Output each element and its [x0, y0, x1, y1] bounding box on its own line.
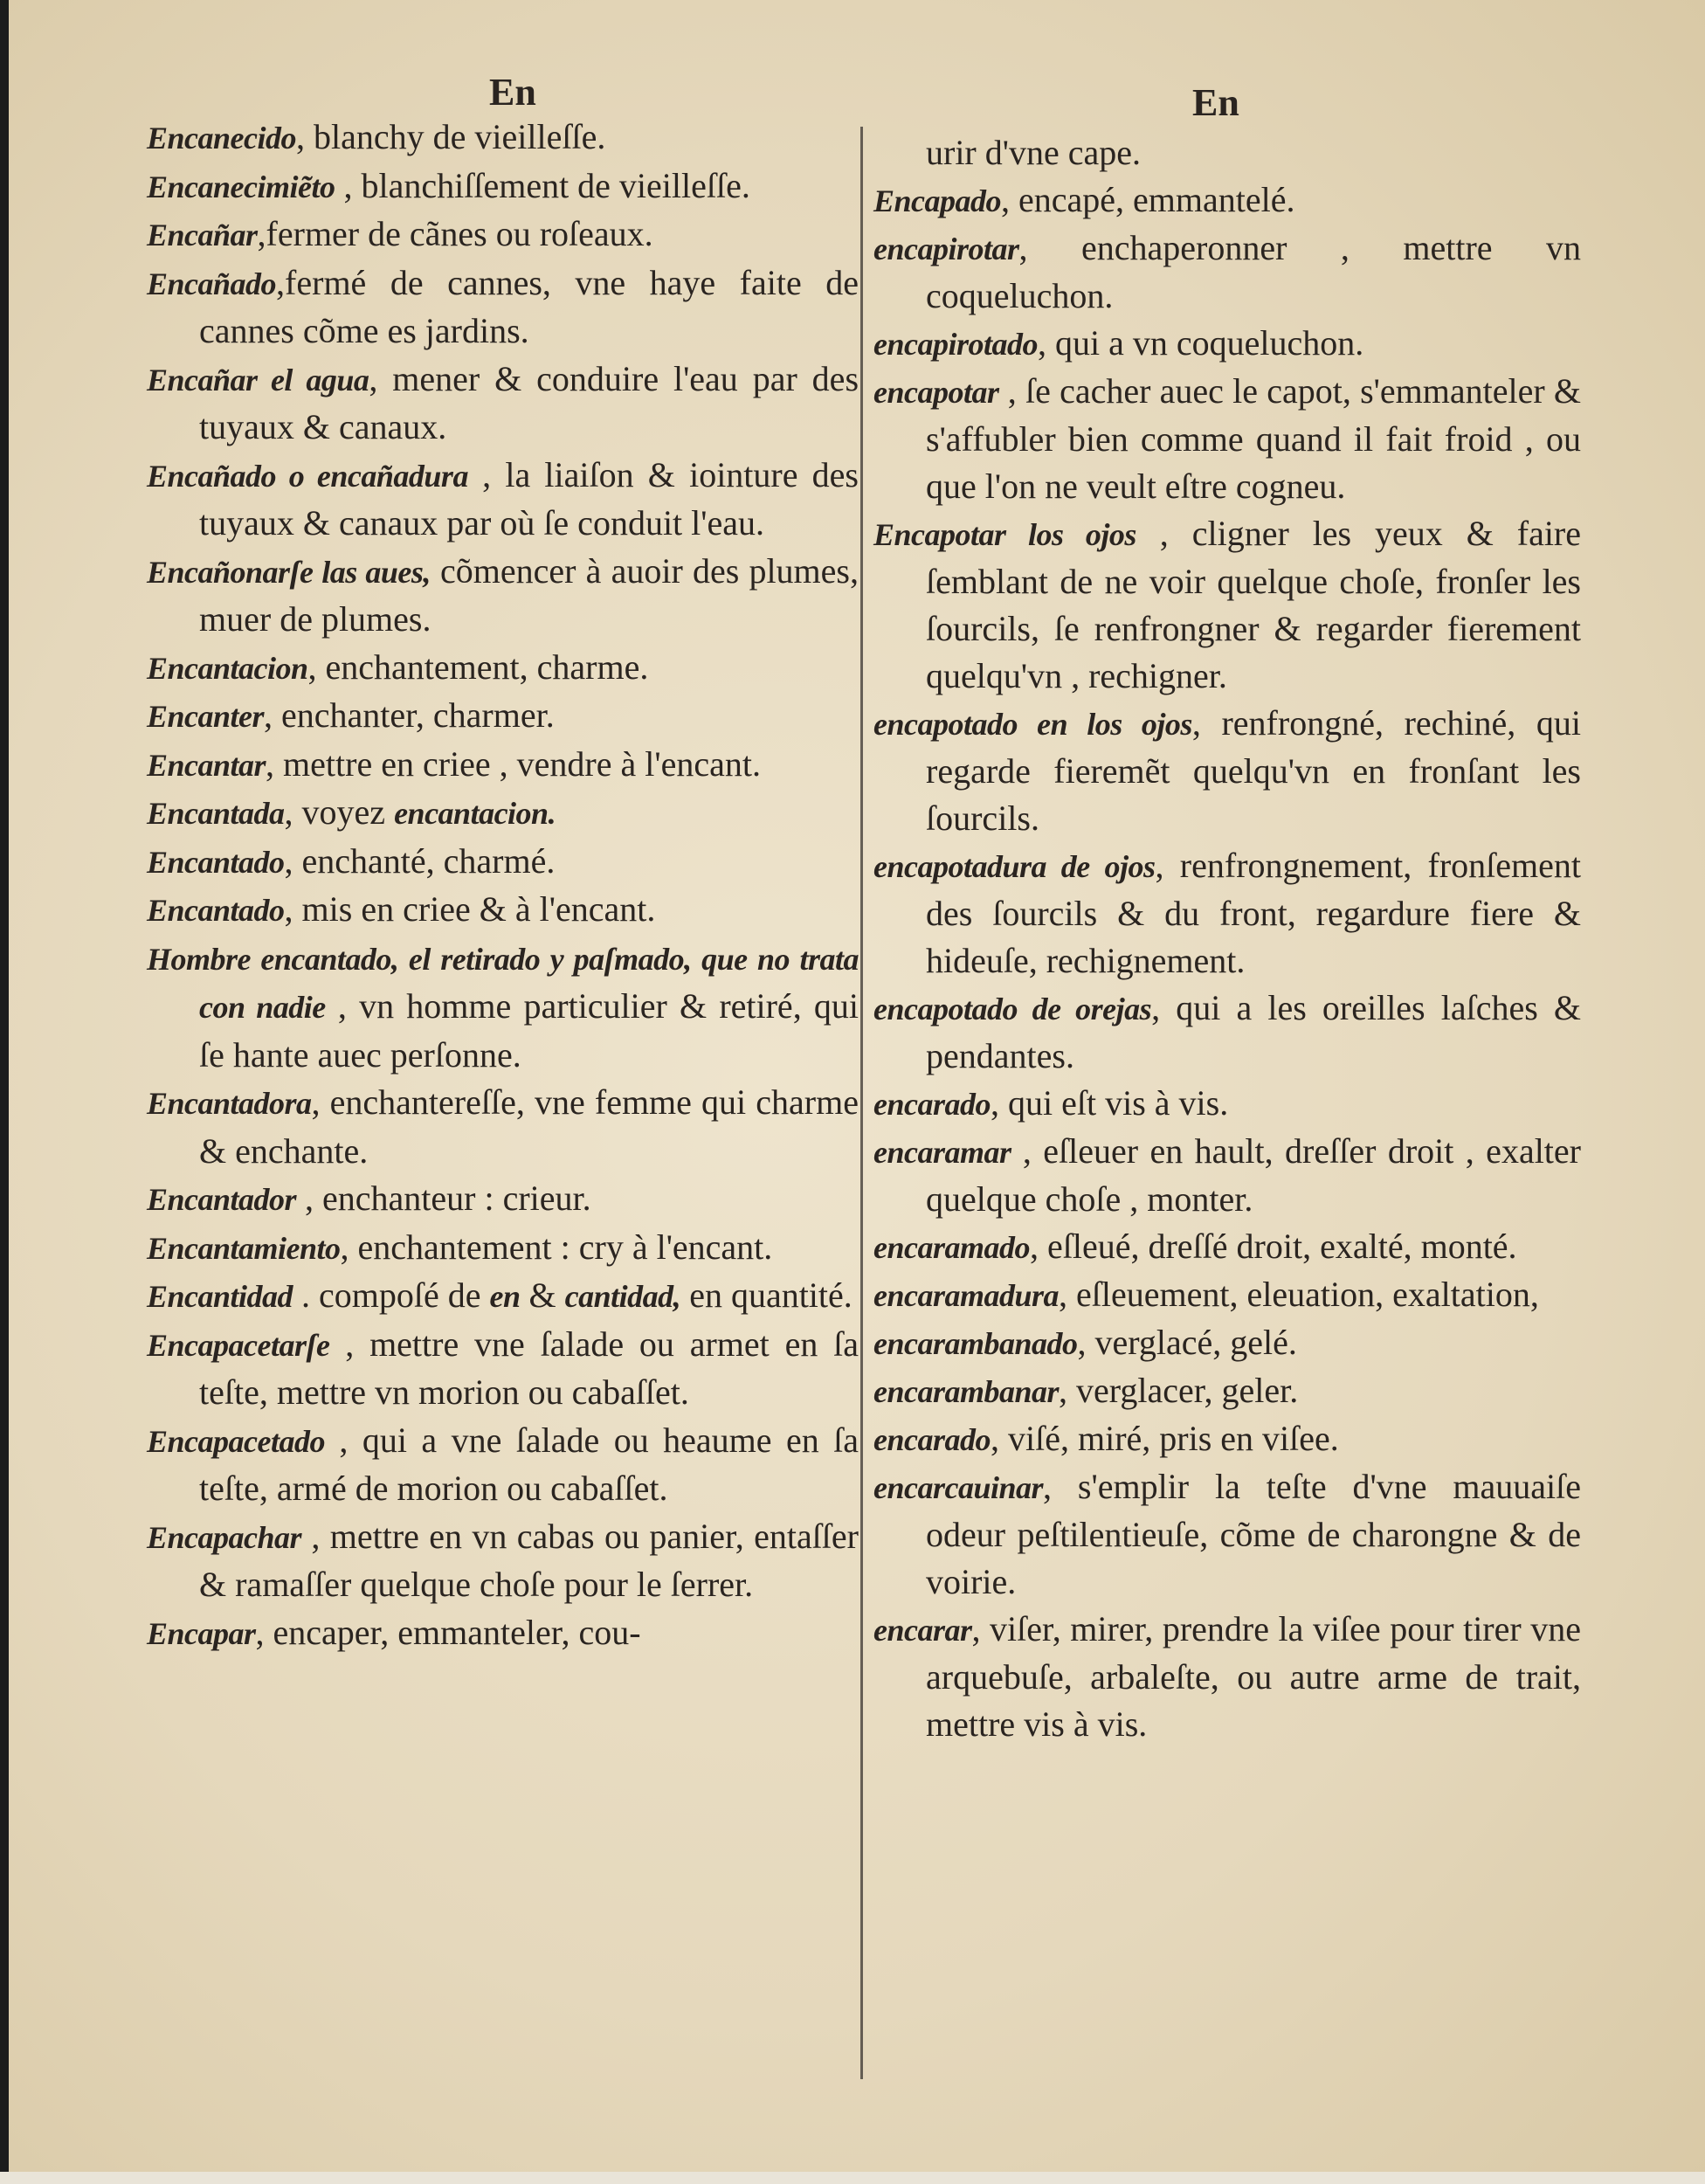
dictionary-entry [147, 452, 859, 548]
entry-definition: , enchantement : cry à l'encant. [340, 1227, 773, 1267]
entry-headword: encapotar [873, 375, 999, 410]
dictionary-entry [147, 1079, 859, 1175]
entry-definition: , qui a les oreilles laſches & pendantes. [926, 988, 1581, 1075]
entry-headword: Encantadora [147, 1086, 312, 1121]
entry-headword: encapirotado [873, 327, 1038, 362]
dictionary-entry [147, 935, 859, 1080]
entry-definition: , mener & conduire l'eau par des tuyaux & canaux. [199, 358, 859, 446]
entry-definition: , eſleuer en hault, dreſſer droit , exalter quelque choſe , monter. [926, 1131, 1581, 1219]
entry-definition: , renfrongné, rechiné, qui regarde fieremẽt quelqu'vn en fronſant les ſourcils. [926, 703, 1581, 838]
dictionary-entry [147, 1609, 859, 1658]
entry-headword: encarambanar [873, 1374, 1060, 1409]
entry-definition: , enchantement, charme. [307, 646, 649, 687]
dictionary-entry [873, 985, 1581, 1080]
entry-definition: , qui a vne ſalade ou heaume en ſa teſte, armé de morion ou cabaſſet. [199, 1420, 859, 1508]
entry-headword: encaramadura [873, 1278, 1060, 1313]
entry-headword: encarcauinar [873, 1470, 1044, 1505]
dictionary-entry [147, 692, 859, 741]
entry-definition: . compoſé de [293, 1275, 490, 1315]
entry-headword: Encanecido [147, 121, 296, 156]
entry-headword: Encantar [147, 747, 266, 783]
dictionary-entry [873, 700, 1581, 842]
dictionary-entry [873, 842, 1581, 985]
entry-headword: encapotado de orejas [873, 992, 1152, 1026]
dictionary-entry [147, 356, 859, 452]
dictionary-entry [873, 1128, 1581, 1223]
entry-headword: encantacion. [394, 796, 556, 831]
entry-definition: , enchanteur : crieur. [296, 1178, 591, 1218]
entry-headword: encapirotar [873, 232, 1019, 266]
entry-headword: Encapar [147, 1615, 256, 1651]
entry-definition: , mis en criee & à l'encant. [284, 889, 656, 929]
dictionary-entry [147, 838, 859, 887]
entry-headword: Encañar el agua [147, 362, 369, 397]
entry-headword: encapotado en los ojos [873, 707, 1192, 742]
entry-headword: Encañado [147, 266, 277, 301]
dictionary-entry [873, 1415, 1581, 1463]
entry-headword: Encapado [873, 183, 1002, 218]
dictionary-entry [147, 259, 859, 356]
entry-definition: , s'emplir la teſte d'vne mauuaiſe odeur peſtilentieuſe, cõme de charongne & de voirie. [926, 1467, 1581, 1601]
entry-definition: , verglacer, geler. [1059, 1371, 1299, 1410]
entry-headword: encarado [873, 1087, 991, 1122]
entry-headword: Encantado [147, 844, 285, 880]
entry-headword: Encañonarſe las aues, [147, 554, 431, 590]
entry-definition: , viſé, miré, pris en viſee. [991, 1419, 1339, 1458]
dictionary-entry [147, 741, 859, 790]
entry-definition: , mettre en criee , vendre à l'encant. [266, 743, 761, 784]
entry-headword: Encantador [147, 1182, 297, 1217]
entry-definition: cõmencer à auoir des plumes, muer de plumes. [199, 550, 859, 639]
column-divider [860, 127, 863, 2079]
entry-headword: encaramar [873, 1135, 1011, 1170]
dictionary-entry [873, 225, 1581, 320]
entry-headword: encarambanado [873, 1326, 1078, 1361]
entry-definition: , mettre en vn cabas ou panier, entaſſer & ramaſſer quelque choſe pour le ſerrer. [199, 1516, 859, 1604]
dictionary-entry [147, 1513, 859, 1609]
dictionary-entry [873, 1080, 1581, 1128]
dictionary-entry [873, 320, 1581, 368]
dictionary-entry [147, 548, 859, 644]
entry-headword: Encanecimiẽto [147, 169, 335, 204]
entry-definition: , viſer, mirer, prendre la viſee pour tirer vne arquebuſe, arbaleſte, ou autre arme de trait, mettre vis à vis. [926, 1609, 1581, 1744]
entry-definition: , enchanté, charmé. [284, 840, 556, 881]
entry-headword: Encantamiento [147, 1230, 341, 1266]
dictionary-entry [873, 1223, 1581, 1271]
entry-definition: , enchaperonner , mettre vn coqueluchon. [926, 228, 1581, 315]
entry-definition: , qui a vn coqueluchon. [1038, 323, 1364, 363]
dictionary-entry [873, 510, 1581, 700]
entry-definition: , eſleué, dreſſé droit, exalté, monté. [1030, 1227, 1517, 1266]
entry-definition: , ſe cacher auec le capot, s'emmanteler & s'affubler bien comme quand il fait froid , ou que l'on ne veult eſtre cogneu. [926, 371, 1581, 506]
left-running-header: En [489, 71, 536, 114]
dictionary-entry [873, 1271, 1581, 1319]
dictionary-entry [147, 1321, 859, 1417]
dictionary-entry [147, 644, 859, 693]
dictionary-entry [147, 114, 859, 162]
entry-headword: Encañado o encañadura [147, 458, 468, 494]
entry-definition: , renfrongnement, fronſement des ſourcils & du front, regardure fiere & hideuſe, rechignement. [926, 846, 1581, 980]
left-column [147, 114, 859, 1657]
entry-definition: , voyez [284, 792, 395, 832]
dictionary-entry [873, 368, 1581, 510]
dictionary-entry [147, 162, 859, 211]
page-bottom-edge [0, 2172, 1705, 2184]
entry-definition: en quantité. [680, 1275, 852, 1315]
entry-headword: encarar [873, 1613, 972, 1648]
entry-headword: encapotadura de ojos [873, 849, 1156, 884]
entry-headword: encarado [873, 1422, 991, 1457]
dictionary-entry [147, 1272, 859, 1321]
dictionary-entry [873, 1319, 1581, 1367]
dictionary-entry [873, 176, 1581, 225]
dictionary-entry [147, 211, 859, 259]
entry-definition: ,fermé de cannes, vne haye faite de cannes cõme es jardins. [199, 262, 859, 350]
entry-definition: , vn homme particulier & retiré, qui ſe hante auec perſonne. [199, 986, 859, 1075]
entry-definition: , eſleuement, eleuation, exaltation, [1059, 1275, 1539, 1314]
right-column [873, 129, 1581, 1748]
right-running-header: En [1192, 81, 1239, 124]
entry-definition: ,fermer de cãnes ou roſeaux. [257, 214, 653, 253]
page-left-edge [0, 0, 9, 2184]
entry-headword: encaramado [873, 1230, 1030, 1265]
entry-headword: Encantacion [147, 650, 308, 686]
entry-headword: Encantado [147, 893, 285, 928]
entry-definition: & [520, 1275, 565, 1315]
entry-definition: , verglacé, gelé. [1077, 1323, 1297, 1362]
entry-definition: , encapé, emmantelé. [1001, 180, 1295, 219]
entry-headword: cantidad, [564, 1279, 681, 1314]
dictionary-entry [873, 1367, 1581, 1415]
entry-headword: Encapacetado [147, 1423, 325, 1459]
entry-headword: Encantada [147, 796, 285, 831]
entry-headword: Hombre encantado, el retirado y paſmado, que no trata con nadie [147, 941, 859, 1025]
entry-headword: Encapachar [147, 1519, 302, 1555]
entry-headword: en [489, 1279, 521, 1314]
dictionary-entry [873, 1463, 1581, 1606]
entry-headword: Encanter [147, 699, 265, 734]
dictionary-entry [147, 886, 859, 935]
entry-headword: Encapacetarſe [147, 1327, 330, 1363]
entry-definition: , qui eſt vis à vis. [991, 1083, 1229, 1123]
entry-definition: , la liaiſon & iointure des tuyaux & canaux par où ſe conduit l'eau. [199, 454, 859, 543]
dictionary-entry [873, 129, 1581, 176]
entry-definition: , cligner les yeux & faire ſemblant de ne voir quelque choſe, fronſer les ſourcils, ſe renfrongner & regarder fierement quelqu'vn , rechigner. [926, 514, 1582, 695]
entry-definition: urir d'vne cape. [926, 133, 1141, 172]
entry-definition: , blanchiſſement de vieilleſſe. [335, 165, 750, 205]
entry-headword: Encantidad [147, 1279, 293, 1314]
dictionary-entry [147, 789, 859, 838]
dictionary-entry [147, 1175, 859, 1224]
entry-headword: Encapotar los ojos [873, 517, 1136, 552]
entry-definition: , mettre vne ſalade ou armet en ſa teſte, mettre vn morion ou cabaſſet. [199, 1324, 859, 1412]
dictionary-entry [873, 1606, 1581, 1748]
entry-definition: , enchantereſſe, vne femme qui charme & enchante. [199, 1082, 859, 1171]
entry-definition: , enchanter, charmer. [264, 695, 555, 735]
entry-definition: , blanchy de vieilleſſe. [296, 117, 606, 156]
dictionary-entry [147, 1224, 859, 1273]
entry-definition: , encaper, emmanteler, cou- [255, 1612, 641, 1652]
dictionary-entry [147, 1417, 859, 1513]
entry-headword: Encañar [147, 218, 258, 252]
